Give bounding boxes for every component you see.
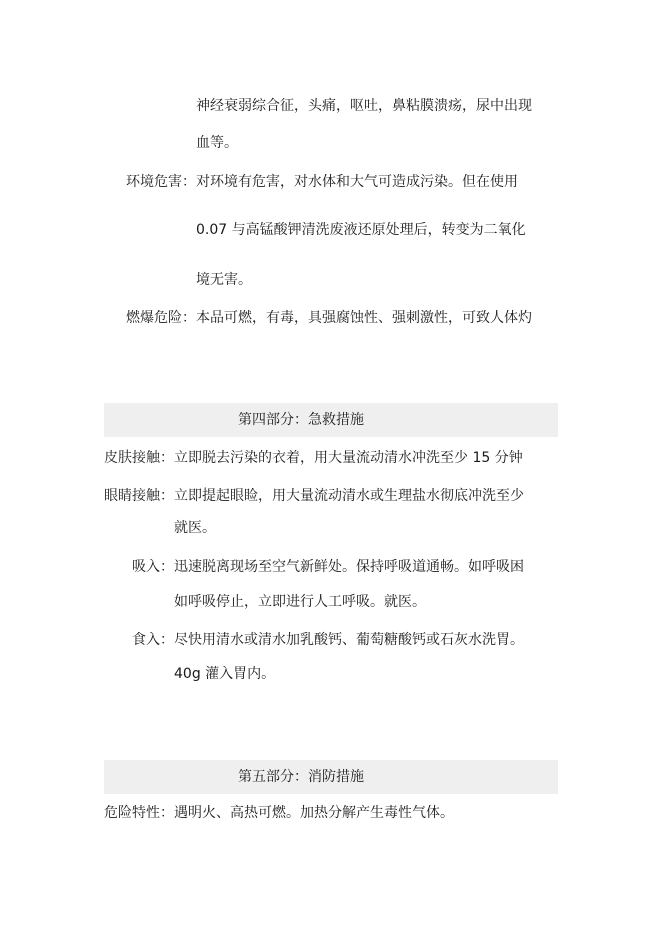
env-hazard-line-1: 对环境有危害，对水体和大气可造成污染。但在使用: [196, 174, 518, 190]
skin-contact-label: 皮肤接触：: [104, 450, 174, 466]
hazard-characteristics-line-1: 遇明火、高热可燃。加热分解产生毒性气体。: [174, 805, 454, 821]
hazard-characteristics-label: 危险特性：: [104, 805, 174, 821]
fire-hazard-label: 燃爆危险：: [126, 310, 196, 326]
section-4-title: 第四部分：急救措施: [238, 412, 364, 428]
eye-contact-line-2: 就医。: [174, 520, 216, 536]
env-hazard-label: 环境危害：: [126, 174, 196, 190]
inhalation-line-1: 迅速脱离现场至空气新鲜处。保持呼吸道通畅。如呼吸困: [174, 559, 524, 575]
fire-hazard-line-1: 本品可燃，有毒，具强腐蚀性、强刺激性，可致人体灼: [196, 310, 532, 326]
skin-contact-line-1: 立即脱去污染的衣着，用大量流动清水冲洗至少 15 分钟: [174, 450, 523, 466]
env-hazard-line-2: 0.07 与高锰酸钾清洗废液还原处理后，转变为二氧化: [196, 222, 526, 238]
health-hazard-line-2: 血等。: [196, 135, 238, 151]
section-5-title: 第五部分：消防措施: [238, 769, 364, 785]
ingestion-line-1: 尽快用清水或清水加乳酸钙、葡萄糖酸钙或石灰水洗胃。: [174, 632, 524, 648]
ingestion-line-2: 40g 灌入胃内。: [174, 666, 276, 682]
ingestion-label: 食入：: [132, 632, 174, 648]
inhalation-label: 吸入：: [132, 559, 174, 575]
eye-contact-label: 眼睛接触：: [104, 488, 174, 504]
inhalation-line-2: 如呼吸停止，立即进行人工呼吸。就医。: [174, 594, 426, 610]
env-hazard-line-3: 境无害。: [196, 272, 252, 288]
health-hazard-line-1: 神经衰弱综合征，头痛，呕吐，鼻粘膜溃疡，尿中出现: [196, 98, 532, 114]
eye-contact-line-1: 立即提起眼睑，用大量流动清水或生理盐水彻底冲洗至少: [174, 488, 524, 504]
